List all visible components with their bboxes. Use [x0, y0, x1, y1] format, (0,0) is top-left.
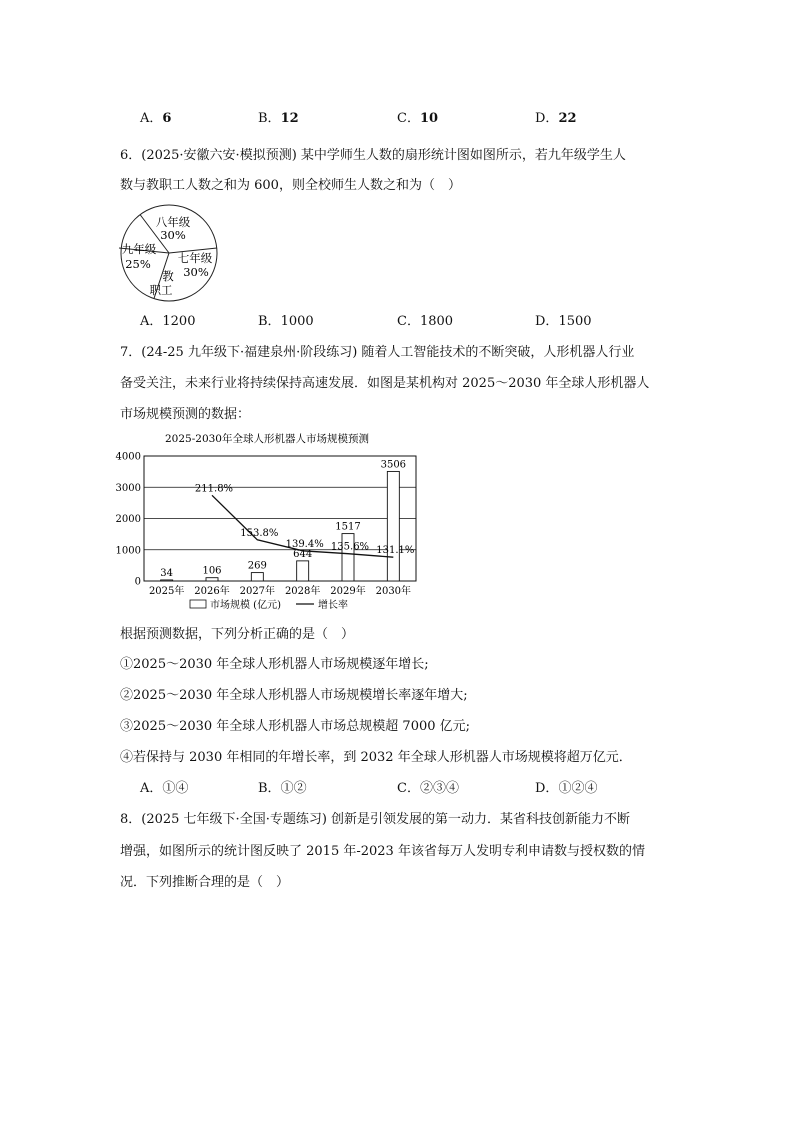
rate-label: 135.6%	[330, 541, 370, 553]
rate-label: 211.8%	[194, 483, 234, 495]
rate-label: 139.4%	[285, 538, 324, 550]
x-tick-label: 2027年	[239, 586, 276, 597]
q5-option-b: B．12	[258, 111, 299, 126]
q6-text-line2: 数与教职工人数之和为 600，则全校师生人数之和为（ ）	[120, 178, 461, 193]
y-tick-label: 4000	[115, 451, 141, 463]
x-tick-label: 2026年	[194, 586, 230, 597]
legend-bar-label: 市场规模 (亿元)	[210, 600, 281, 611]
bar	[251, 573, 263, 581]
x-tick-label: 2030年	[375, 586, 412, 597]
bar-value-label: 3506	[380, 459, 407, 471]
x-tick-label: 2025年	[148, 586, 185, 597]
pie-pct-grade8: 30%	[160, 228, 186, 242]
bar-value-label: 1517	[335, 521, 361, 533]
y-tick-label: 2000	[115, 514, 141, 525]
q7-option-c: C．②③④	[397, 781, 459, 796]
q6-option-d: D．1500	[535, 314, 592, 329]
q7-text-line2: 备受关注，未来行业将持续保持高速发展．如图是某机构对 2025～2030 年全球人形机器人	[120, 376, 650, 391]
q7-text-line1: 7．(24-25 九年级下·福建泉州·阶段练习) 随着人工智能技术的不断突破，人形机器人行业	[120, 345, 635, 360]
q5-option-c: C．10	[397, 111, 439, 126]
q8-text-line3: 况．下列推断合理的是（ ）	[120, 875, 290, 890]
q6-option-b: B．1000	[258, 314, 314, 329]
pie-label-grade8: 八年级	[155, 215, 191, 229]
q7-question: 根据预测数据，下列分析正确的是（ ）	[120, 627, 355, 642]
bar	[206, 578, 218, 581]
q5-option-a: A．6	[140, 111, 172, 126]
pie-label-grade7: 七年级	[177, 251, 213, 265]
q5-option-d: D．22	[535, 111, 577, 126]
bar-value-label: 644	[293, 548, 313, 560]
pie-label-staff-2: 职工	[149, 283, 173, 297]
pie-pct-grade9: 25%	[125, 257, 151, 271]
bar-value-label: 106	[202, 565, 222, 577]
q7-option-d: D．①②④	[535, 781, 598, 796]
q6-text-line1: 6．(2025·安徽六安·模拟预测) 某中学师生人数的扇形统计图如图所示，若九年级学生人	[120, 148, 626, 163]
rate-label: 131.1%	[376, 545, 415, 557]
y-tick-label: 0	[134, 576, 141, 588]
bar	[161, 580, 173, 581]
bar	[387, 471, 399, 581]
rate-label: 153.8%	[240, 527, 279, 539]
q7-option-a: A．①④	[140, 781, 189, 796]
q7-statement-2: ②2025～2030 年全球人形机器人市场规模增长率逐年增大;	[120, 688, 468, 703]
q6-option-c: C．1800	[397, 314, 454, 329]
bar-value-label: 269	[247, 560, 267, 572]
q7-statement-3: ③2025～2030 年全球人形机器人市场总规模超 7000 亿元;	[120, 719, 471, 734]
y-tick-label: 3000	[115, 482, 141, 494]
legend-line-label: 增长率	[318, 600, 348, 611]
q8-text-line2: 增强，如图所示的统计图反映了 2015 年-2023 年该省每万人发明专利申请数与授权数的情	[120, 844, 645, 859]
x-tick-label: 2028年	[284, 586, 321, 597]
x-tick-label: 2029年	[330, 586, 366, 597]
pie-pct-grade7: 30%	[183, 265, 209, 279]
pie-label-grade9: 九年级	[121, 242, 157, 256]
q6-option-a: A．1200	[140, 314, 196, 329]
q7-statement-1: ①2025～2030 年全球人形机器人市场规模逐年增长;	[120, 657, 429, 672]
legend-bar-swatch	[190, 600, 206, 608]
q8-text-line1: 8．(2025 七年级下·全国·专题练习) 创新是引领发展的第一动力．某省科技创新能力不断	[120, 812, 631, 827]
q7-statement-4: ④若保持与 2030 年相同的年增长率，到 2032 年全球人形机器人市场规模将超万亿元．	[120, 750, 632, 765]
bar	[297, 561, 309, 581]
q6-pie-chart	[118, 204, 228, 304]
q7-option-b: B．①②	[258, 781, 307, 796]
bar-value-label: 34	[160, 567, 174, 579]
pie-label-staff-1: 教	[162, 269, 174, 283]
chart-title: 2025-2030年全球人形机器人市场规模预测	[165, 433, 369, 445]
q7-bar-chart	[110, 428, 420, 616]
bar	[342, 534, 354, 581]
y-tick-label: 1000	[115, 545, 141, 557]
q7-text-line3: 市场规模预测的数据：	[120, 407, 251, 422]
